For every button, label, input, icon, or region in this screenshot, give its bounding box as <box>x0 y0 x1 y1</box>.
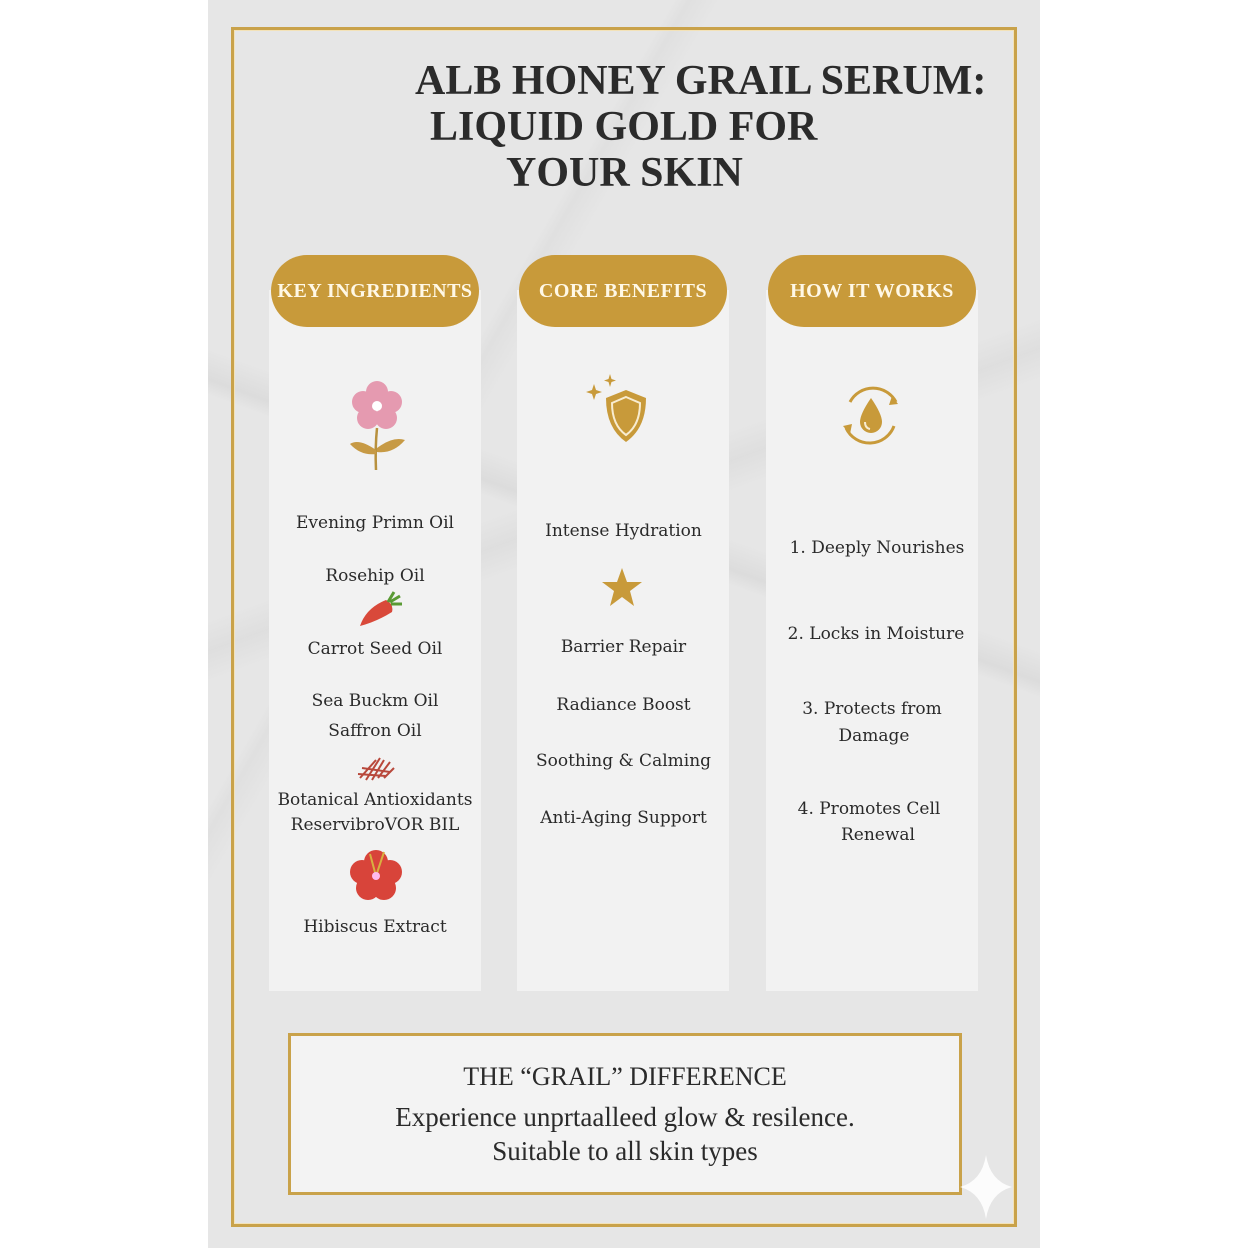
step-item: 4. Promotes Cell <box>797 799 941 819</box>
ingredient-item: Hibiscus Extract <box>303 917 447 937</box>
step-item: Renewal <box>841 825 915 845</box>
key-ingredients-header: KEY INGREDIENTS <box>271 255 479 327</box>
page-title-line-2: LIQUID GOLD FOR <box>430 104 818 150</box>
ingredient-item: Evening Primn Oil <box>296 513 454 533</box>
benefit-item: Anti-Aging Support <box>540 808 707 828</box>
grail-difference-line-2: Suitable to all skin types <box>492 1136 758 1166</box>
ingredient-item: ReservibroVOR BIL <box>290 815 460 835</box>
core-benefits-header: CORE BENEFITS <box>519 255 727 327</box>
ingredient-item: Sea Buckm Oil <box>311 691 439 711</box>
step-item: 3. Protects from <box>802 699 942 719</box>
saffron-icon <box>356 754 396 782</box>
shield-sparkle-icon <box>586 372 652 444</box>
carrot-icon <box>356 590 404 630</box>
flower-icon <box>345 378 409 474</box>
benefit-item: Soothing & Calming <box>535 751 712 771</box>
step-item: Damage <box>838 726 910 746</box>
ingredient-item: Botanical Antioxidants <box>277 790 473 810</box>
benefit-item: Barrier Repair <box>560 637 687 657</box>
grail-difference-heading: THE “GRAIL” DIFFERENCE <box>463 1062 787 1091</box>
ingredient-item: Rosehip Oil <box>325 566 425 586</box>
sparkle-icon <box>960 1155 1012 1219</box>
ingredient-item: Saffron Oil <box>328 721 422 741</box>
hibiscus-icon <box>350 848 402 900</box>
benefit-item: Radiance Boost <box>556 695 691 715</box>
benefit-item: Intense Hydration <box>545 521 702 541</box>
how-it-works-header: HOW IT WORKS <box>768 255 976 327</box>
step-item: 1. Deeply Nourishes <box>789 538 965 558</box>
star-icon <box>601 567 643 607</box>
page-title-line-1: ALB HONEY GRAIL SERUM: <box>415 58 987 104</box>
step-item: 2. Locks in Moisture <box>787 624 965 644</box>
grail-difference-line-1: Experience unprtaalleed glow & resilence. <box>395 1102 855 1132</box>
grail-difference-box <box>288 1033 962 1195</box>
ingredient-item: Carrot Seed Oil <box>307 639 443 659</box>
page-title-line-3: YOUR SKIN <box>506 150 743 196</box>
droplet-cycle-icon <box>836 380 906 450</box>
